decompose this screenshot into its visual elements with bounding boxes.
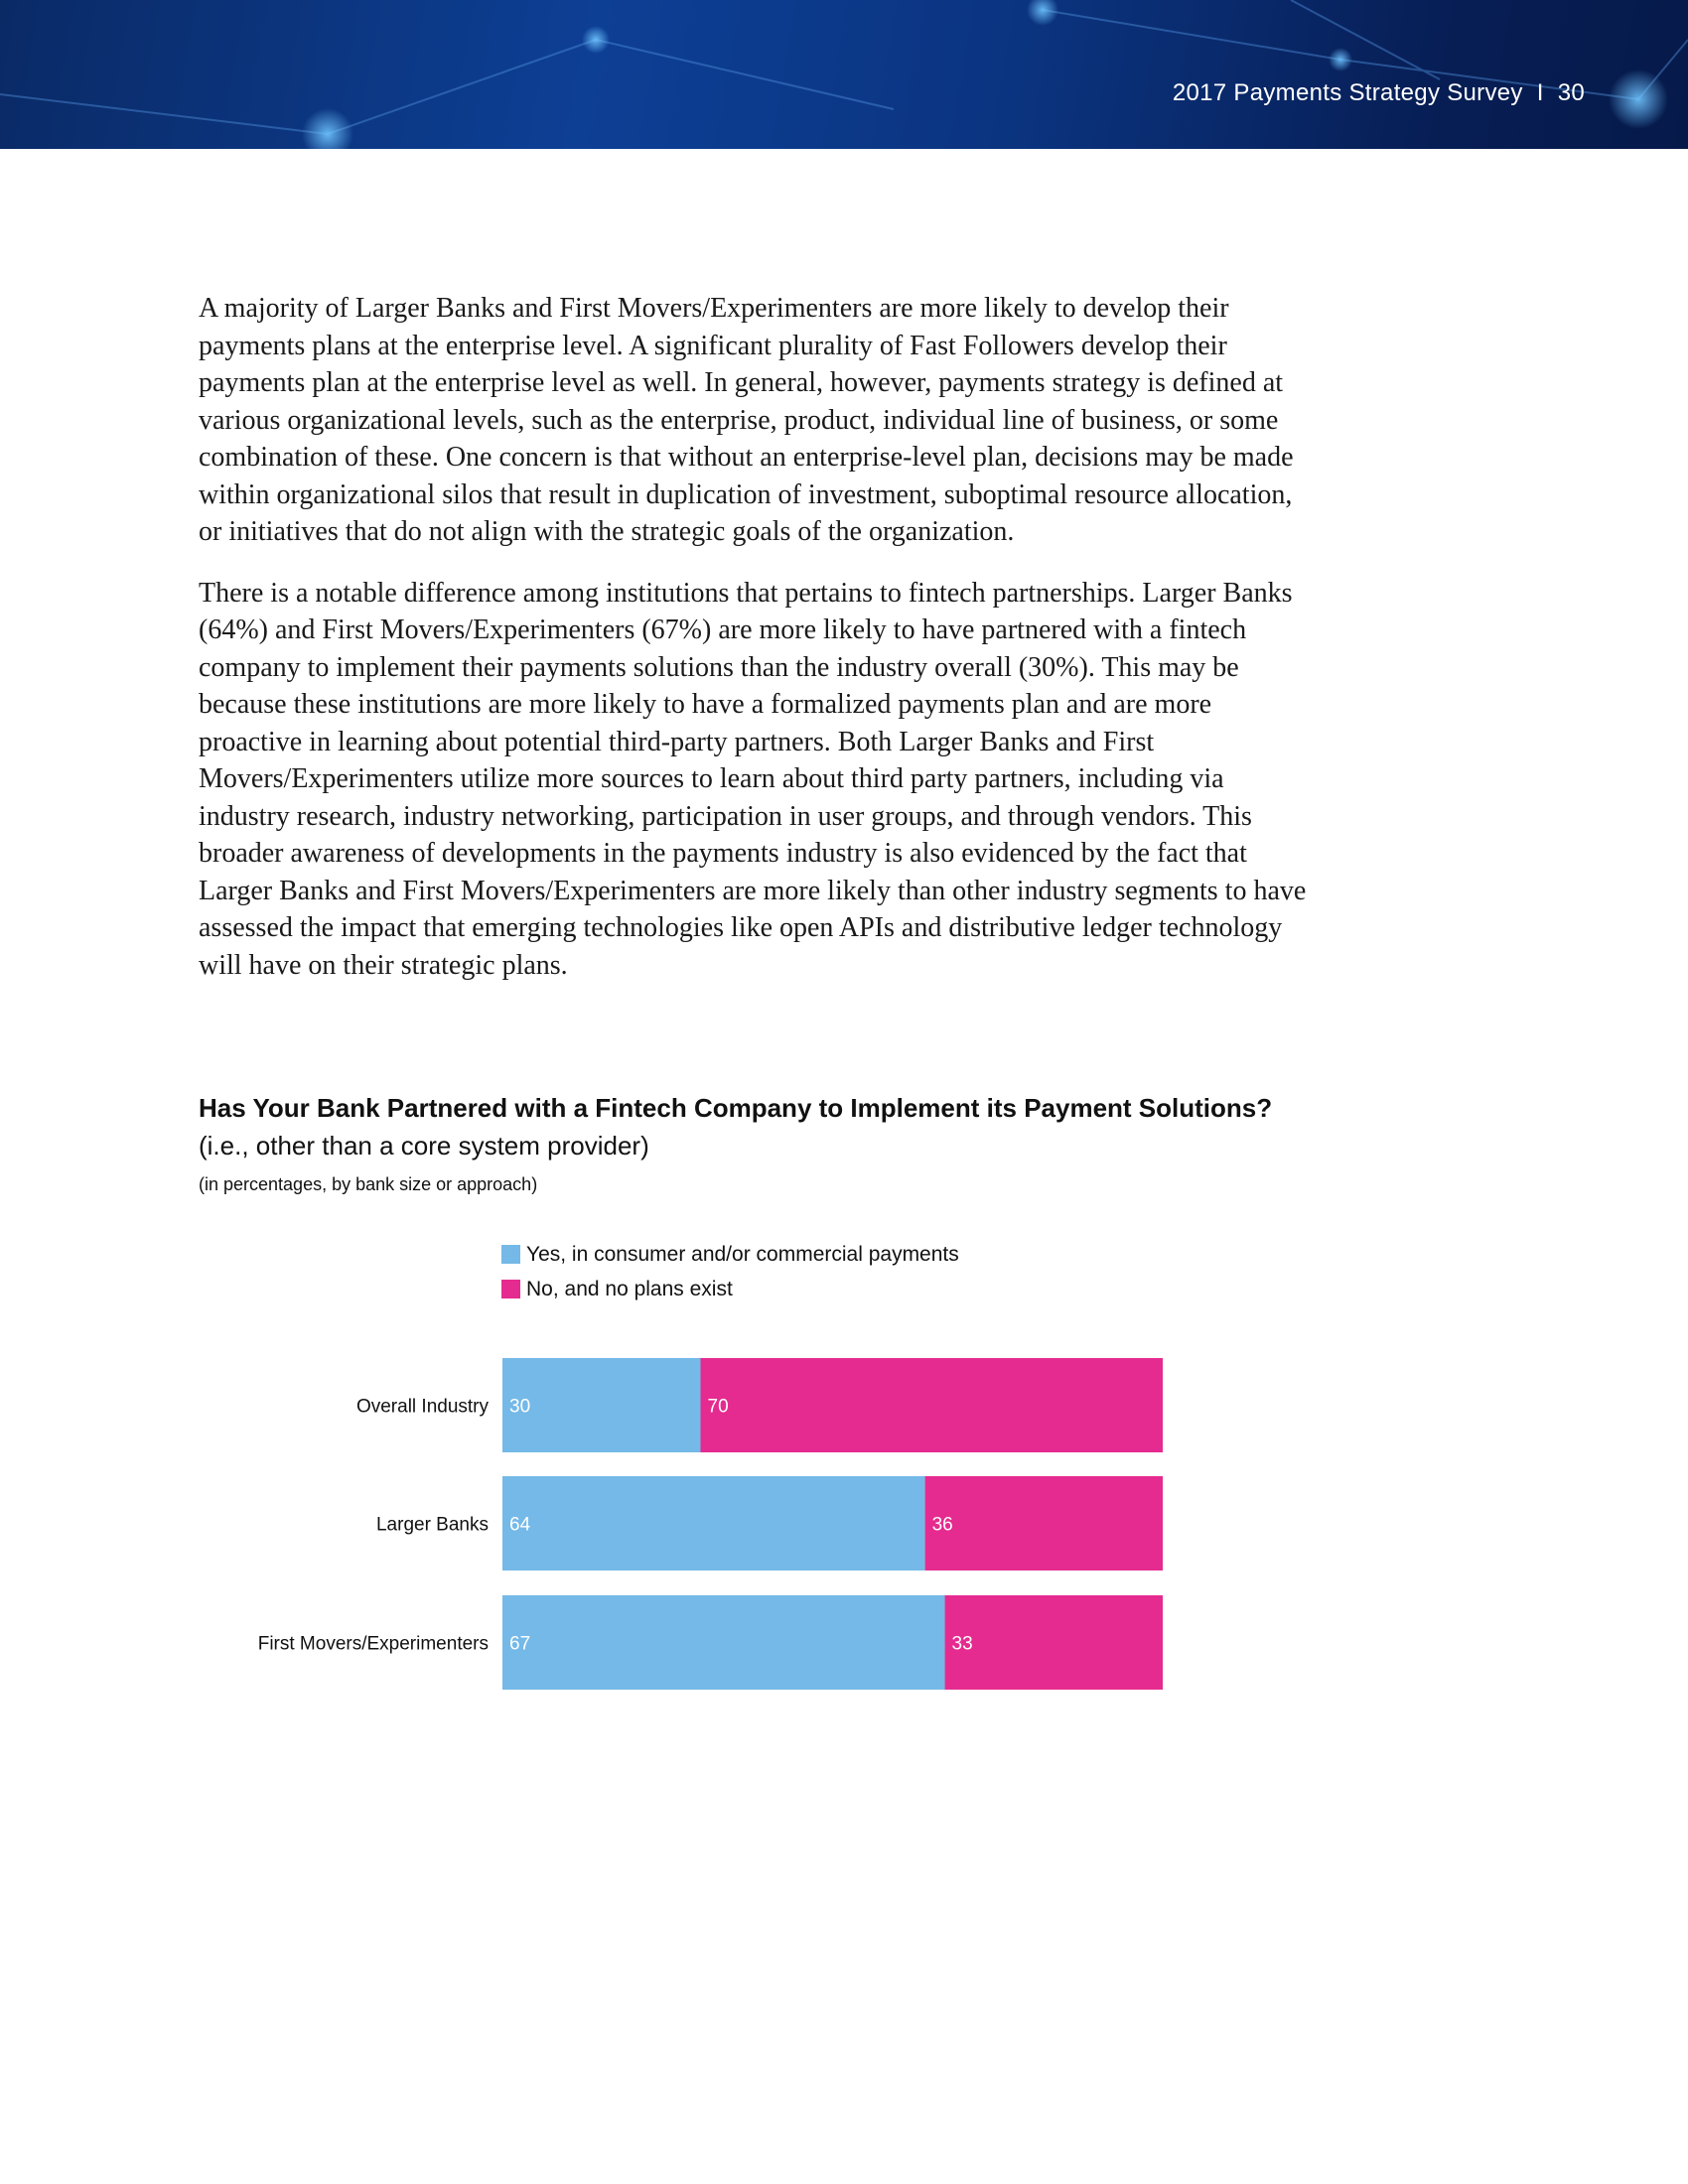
category-label: Larger Banks bbox=[375, 1514, 489, 1536]
bar-value-label: 64 bbox=[509, 1514, 531, 1536]
paragraph-2: There is a notable difference among institutions that pertains to fintech partnerships. Larger Banks (64%) and First Movers/Experimenters (67%) are more likely to have partnered with a fintech company to implement their payments solutions than the industry overall (30%). This may be because these institutions are more likely to have a formalized payments plan and are more proactive in learning about potential third-party partners. Both Larger Banks and First Movers/Experimenters utilize more sources to learn about third party partners, including via industry research, industry networking, participation in user groups, and through vendors. This broader awareness of developments in the payments industry is also evidenced by the fact that Larger Banks and First Movers/Experimenters are more likely than other industry segments to have assessed the impact that emerging technologies like open APIs and distributive ledger technology will have on their strategic plans. bbox=[199, 577, 1307, 981]
bar-yes bbox=[502, 1358, 701, 1452]
page-number: 30 bbox=[1557, 79, 1585, 106]
chart-title-note: (i.e., other than a core system provider) bbox=[199, 1131, 649, 1160]
paragraph-1: A majority of Larger Banks and First Movers/Experimenters are more likely to develop their payments plans at the enterprise level. A significant plurality of Fast Followers develop their payments plan at the enterprise level as well. In general, however, payments strategy is defined at various organizational levels, such as the enterprise, product, individual line of business, or some combination of these. One concern is that without an enterprise-level plan, decisions may be made within organizational silos that result in duplication of investment, suboptimal resource allocation, or initiatives that do not align with the strategic goals of the organization. bbox=[199, 293, 1294, 547]
bar-value-label: 36 bbox=[931, 1514, 953, 1536]
header-separator: I bbox=[1536, 79, 1544, 106]
legend-label-yes: Yes, in consumer and/or commercial payments bbox=[526, 1242, 959, 1266]
bar-value-label: 70 bbox=[707, 1396, 729, 1418]
chart-title-bold: Has Your Bank Partnered with a Fintech Company to Implement its Payment Solutions? bbox=[199, 1093, 1273, 1123]
bar-no bbox=[945, 1595, 1163, 1690]
legend-label-no: No, and no plans exist bbox=[526, 1277, 733, 1300]
bar-no bbox=[925, 1476, 1163, 1570]
bar-yes bbox=[502, 1595, 945, 1690]
bar-value-label: 33 bbox=[951, 1633, 973, 1655]
survey-title: 2017 Payments Strategy Survey bbox=[1172, 79, 1523, 106]
bar-no bbox=[701, 1358, 1164, 1452]
bar-yes bbox=[502, 1476, 925, 1570]
category-label: First Movers/Experimenters bbox=[257, 1633, 489, 1655]
bar-value-label: 67 bbox=[509, 1633, 531, 1655]
chart-subtitle: (in percentages, by bank size or approach) bbox=[199, 1174, 538, 1194]
bar-value-label: 30 bbox=[509, 1396, 531, 1418]
category-label: Overall Industry bbox=[355, 1396, 489, 1418]
